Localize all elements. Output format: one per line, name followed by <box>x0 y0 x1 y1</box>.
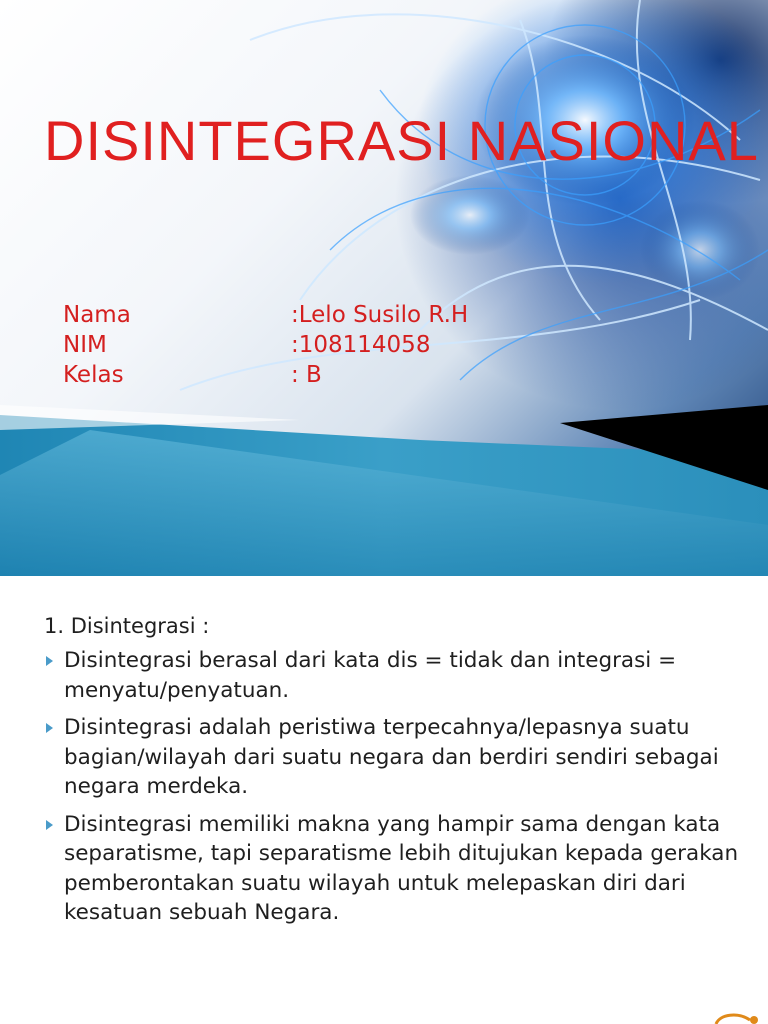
triangle-bullet-icon <box>46 820 53 830</box>
triangle-bullet-icon <box>46 656 53 666</box>
slide-title: DISINTEGRASI NASIONAL <box>44 109 759 172</box>
list-item <box>44 713 744 802</box>
info-value: :Lelo Susilo R.H <box>291 302 469 328</box>
corner-decoration <box>698 1010 768 1024</box>
student-info <box>63 300 468 390</box>
info-value: : B <box>291 362 322 388</box>
info-label: Nama <box>63 302 131 328</box>
info-row-nim <box>63 330 468 360</box>
bullet-text: Disintegrasi adalah peristiwa terpecahnya/lepasnya suatu bagian/wilayah dari suatu negara dan berdiri sendiri sebagai negara merdeka. <box>64 715 719 799</box>
info-row-nama <box>63 300 468 330</box>
bullet-text: Disintegrasi memiliki makna yang hampir sama dengan kata separatisme, tapi separatisme lebih ditujukan kepada gerakan pemberontakan suatu wilayah untuk melepaskan diri dari kesatuan sebuah Negara. <box>64 811 739 925</box>
decorative-wave-band <box>0 405 768 576</box>
triangle-bullet-icon <box>46 723 53 733</box>
bullet-list <box>44 646 744 936</box>
info-label: Kelas <box>63 362 124 388</box>
bullet-text: Disintegrasi berasal dari kata dis = tidak dan integrasi = menyatu/penyatuan. <box>64 648 677 703</box>
list-item <box>44 646 744 705</box>
section-heading: 1. Disintegrasi : <box>44 614 210 638</box>
info-label: NIM <box>63 332 107 358</box>
list-item <box>44 810 744 928</box>
content-slide <box>0 576 768 1024</box>
info-row-kelas <box>63 360 468 390</box>
info-value: :108114058 <box>291 332 431 358</box>
